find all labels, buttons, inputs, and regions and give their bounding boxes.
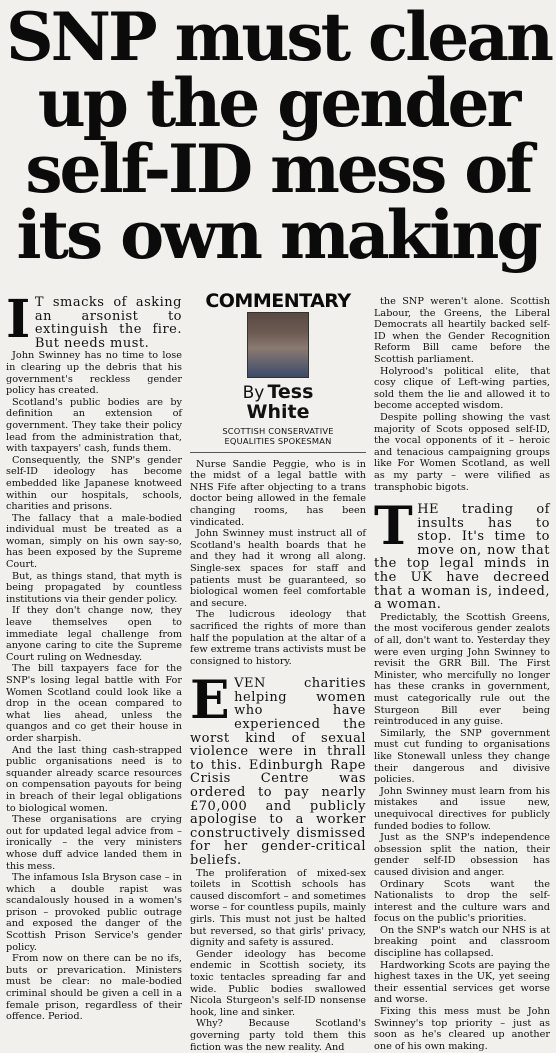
body-paragraph: On the SNP's watch our NHS is at breaking point and classroom discipline has collapsed. [374, 924, 550, 960]
author-portrait [247, 312, 309, 378]
body-paragraph: John Swinney has no time to lose in clearing up the debris that his government's reckless gender policy has created. [6, 350, 182, 397]
body-paragraph: These organisations are crying out for updated legal advice from – ironically – the very ministers whose duff advice landed them in this mess. [6, 814, 182, 872]
body-paragraph: Despite polling showing the vast majority of Scots opposed self-ID, the vocal opponents of it – heroic and tenacious campaigning groups like For Women Scotland, as well as my party – were vilified as transphobic bigots. [374, 411, 550, 493]
body-paragraph: The proliferation of mixed-sex toilets in Scottish schools has caused discomfort – and sometimes worse – for countless pupils, mainly girls. This must not just be halted but reversed, so that girls' privacy, dignity and safety is assured. [190, 867, 366, 949]
drop-cap: E [190, 670, 231, 732]
body-paragraph: Ordinary Scots want the Nationalists to drop the self-interest and the culture wars and focus on the public's priorities. [374, 878, 550, 925]
headline-line: SNP must clean [6, 0, 552, 76]
body-paragraph: But, as things stand, that myth is being propagated by countless institutions via their gender policy. [6, 570, 182, 605]
drop-cap: I [6, 289, 31, 350]
section-opening-paragraph [374, 496, 550, 613]
body-paragraph: If they don't change now, they leave themselves open to immediate legal challenge from anyone caring to cite the Supreme Court ruling on Wednesday. [6, 605, 182, 663]
article-columns [6, 289, 550, 1053]
commentary-byline-box [190, 290, 366, 453]
lead-text: VEN charities helping women who have experienced the worst kind of sexual violence were in thrall to this. Edinburgh Rape Crisis Centre was ordered to pay nearly £70,000 and publicly apologise to a worker constructively dismissed for her gender-critical beliefs. [190, 676, 366, 868]
body-paragraph: The ludicrous ideology that sacrificed the rights of more than half the population at the altar of a few extreme trans activists must be consigned to history. [190, 609, 366, 667]
byline-by: By [242, 382, 265, 403]
article-column-2 [190, 290, 366, 1053]
body-paragraph: Holyrood's political elite, that cosy clique of Left-wing parties, sold them the lie and allowed it to become accepted wisdom. [374, 365, 550, 412]
opening-paragraph [6, 289, 182, 351]
author-last-name: White [246, 400, 310, 423]
lead-text: T smacks of asking an arsonist to extinguish the fire. But needs must. [34, 295, 182, 351]
body-paragraph: Gender ideology has become endemic in Scottish society, its toxic tentacles spreading far and wide. Public bodies swallowed Nicola Sturgeon's self-ID nonsense hook, line and sinker. [190, 948, 366, 1018]
article-column-1 [6, 289, 182, 1023]
headline-line: up the gender [37, 64, 519, 142]
body-paragraph: Why? Because Scotland's governing party told them this fiction was the new reality. And [190, 1018, 366, 1053]
headline [6, 0, 552, 274]
body-paragraph: Predictably, the Scottish Greens, the most vociferous gender zealots of all, don't want to. Yesterday they were even urging John Swinney to revisit the GRR Bill. The First Minister, who mercifully no longer has these cranks in government, must categorically rule out the Sturgeon Bill ever being reintroduced in any guise. [374, 611, 550, 728]
byline [190, 382, 366, 422]
body-paragraph: Similarly, the SNP government must cut funding to organisations like Stonewall unless they change their dangerous and divisive policies. [374, 727, 550, 786]
author-role [190, 426, 366, 446]
body-paragraph: From now on there can be no ifs, buts or prevarication. Ministers must be clear: no male-bodied criminal should be given a cell in a female prison, regardless of their offence. Period. [6, 953, 182, 1023]
author-first-name: Tess [267, 380, 314, 403]
drop-cap: T [374, 496, 414, 558]
body-paragraph: Scotland's public bodies are by definition an extension of government. They take their policy lead from the administration that, with taxpayers' cash, funds them. [6, 396, 182, 455]
author-role-line: SCOTTISH CONSERVATIVE [222, 425, 334, 436]
body-paragraph: John Swinney must instruct all of Scotland's health boards that he and they had it wrong all along. Single-sex spaces for staff and patients must be guaranteed, so biological women feel comfortable and secure. [190, 528, 366, 609]
body-paragraph: Consequently, the SNP's gender self-ID ideology has become embedded like Japanese knotweed within our hospitals, schools, charities and prisons. [6, 454, 182, 513]
body-paragraph: And the last thing cash-strapped public organisations need is to squander already scarce resources on compensation payouts for being in breach of their legal obligations to biological women. [6, 744, 182, 814]
author-role-line: EQUALITIES SPOKESMAN [224, 435, 332, 446]
commentary-label: COMMENTARY [205, 290, 351, 312]
body-paragraph: John Swinney must learn from his mistakes and issue new, unequivocal directives for publicly funded bodies to follow. [374, 785, 550, 832]
section-opening-paragraph [190, 670, 366, 868]
lead-text: HE trading of insults has to stop. It's time to move on, now that the top legal minds in the UK have decreed that a woman is, indeed, a woman. [374, 502, 550, 613]
body-paragraph: The infamous Isla Bryson case – in which a double rapist was scandalously housed in a women's prison – provoked public outrage and exposed the danger of the Scottish Prison Service's gender policy. [6, 872, 182, 953]
headline-line: self-ID mess of [25, 130, 531, 208]
body-paragraph: Nurse Sandie Peggie, who is in the midst of a legal battle with NHS Fife after objecting to a trans doctor being allowed in the female changing rooms, has been vindicated. [190, 458, 366, 528]
headline-line: its own making [16, 196, 540, 274]
body-paragraph: the SNP weren't alone. Scottish Labour, the Greens, the Liberal Democrats all heartily backed self-ID when the Gender Recognition Reform Bill came before the Scottish parliament. [374, 296, 550, 365]
body-paragraph: The bill taxpayers face for the SNP's losing legal battle with For Women Scotland could look like a drop in the ocean compared to what lies ahead, unless the quangos and co get their house in order sharpish. [6, 663, 182, 744]
article-column-3 [374, 296, 550, 1052]
body-paragraph: Fixing this mess must be John Swinney's top priority – just as soon as he's cleared up another one of his own making. [374, 1006, 550, 1052]
body-paragraph: The fallacy that a male-bodied individual must be treated as a woman, simply on his own say-so, has been exposed by the Supreme Court. [6, 512, 182, 571]
body-paragraph: Just as the SNP's independence obsession split the nation, their gender self-ID obsession has caused division and anger. [374, 832, 550, 878]
body-paragraph: Hardworking Scots are paying the highest taxes in the UK, yet seeing their essential services get worse and worse. [374, 959, 550, 1006]
